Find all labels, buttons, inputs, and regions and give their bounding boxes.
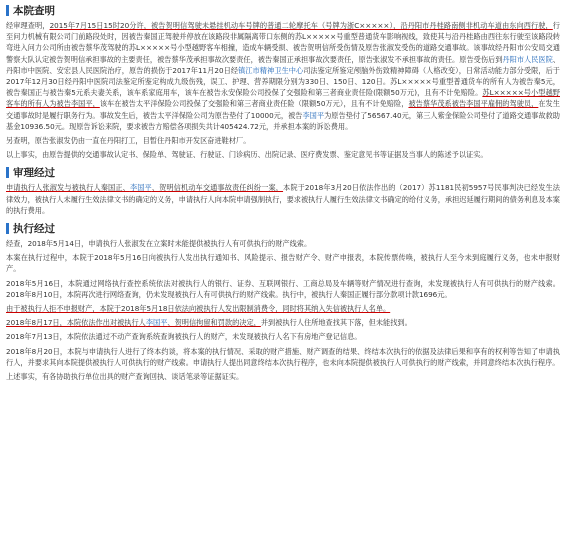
text-span: 在发生交通事故时是履行职务行为。事故发生后，被告太平洋保险公司为原告垫付了10000元，被告 (6, 99, 560, 120)
text-span: 本院于2018年3月20日依法作出的（2017）苏1181民初5957号民事判决已经发生法律效力，被执行人未履行生效法律文书的确定的义务，申请执行人向本院申请强制执行，要求被执行人履行生效法律文书确定的给付义务，承担迟延履行期间的债务利息及本案的执行费用。 (6, 183, 560, 215)
section-title-review: 审理经过 (13, 166, 55, 179)
section-marker-icon (6, 223, 9, 234)
facts-paragraph-1 (6, 20, 560, 132)
link-party-name[interactable]: 李国平 (302, 110, 325, 120)
facts-paragraph-3: 以上事实，由原告提供的交通事故认定书、保险单、驾驶证、行驶证、门诊病历、出院记录、医疗费发票、鉴定意见书等证据及当事人的陈述予以证实。 (6, 150, 488, 160)
section-header-facts (6, 2, 560, 18)
underlined-text: 2018年8月17日，本院依法作出对被执行人 (6, 318, 146, 328)
underlined-text: 被告蔡华茂系被告李国平雇佣的驾驶员， (408, 99, 539, 109)
section-marker-icon (6, 167, 9, 178)
execution-paragraph-6: 2018年7月13日，本院依法通过不动产查询系统查询被执行人的财产，未发现被执行人名下有房地产登记信息。 (6, 332, 362, 342)
underlined-text: 由于被执行人拒不申报财产，本院于2018年5月18日依法向被执行人发出限制消费令，同时将其纳入失信被执行人名单。 (6, 304, 391, 314)
section-marker-icon (6, 5, 9, 16)
text-span: 司法鉴定所鉴定颅脑外伤致精神障碍（人格改变），日常活动能力部分受限，后于2017年12月30日经丹阳中医院司法鉴定所鉴定构成九级伤残，误工、护理、营养期限分别为330日、150日、120日。苏L×××××号重型普通货车的所有人为被告秦5元，被告秦国正与被告秦5元系夫妻关系，该车系家庭用车，该车在被告永安保险公司投保了交强险和第三者商业责任险(限额50万元)，且有不计免赔险。 (6, 65, 560, 98)
execution-paragraph-8: 上述事实，有各协助执行单位出具的财产查询回执、谈话笔录等证据证实。 (6, 372, 244, 382)
text-span: 经审理查明， (6, 21, 50, 30)
text-span: 该车在被告太平洋保险公司投保了交强险和第三者商业责任险（限额50万元），且有不计免赔险， (99, 99, 409, 109)
underlined-text: 、贺明信机动车交通事故责任纠纷一案， (151, 183, 284, 193)
execution-paragraph-3: 2018年5月16日，本院通过网络执行查控系统依法对被执行人的银行、证券、互联网银行、工商总局及车辆等财产情况进行查询，未发现被执行人有可供执行的财产线索。2018年8月10日，本院再次进行网络查询，仍未发现被执行人有可供执行的财产线索。执行中，被执行人秦国正履行部分款项计款1696元。 (6, 278, 560, 299)
execution-paragraph-5 (6, 317, 560, 328)
underlined-text: 、贺明信拘留和罚款的决定， (167, 318, 261, 328)
underlined-text: 2015年7月15日15时20分许，被告贺明信驾驶未悬挂机动车号牌的普通二轮摩托车（号牌为浙C×××××），沿丹阳市丹桂路南侧非机动车道由东向西行驶， (49, 21, 553, 30)
text-span: 为原告垫付了56567.40元，第三人紫金保险公司垫付了道路交通事故救助基金10936.50元。现原告诉讼来院，要求被告方赔偿各项损失共计405424.72元，并承担本案的诉讼费用。 (6, 110, 560, 131)
link-party-name[interactable]: 李国平 (129, 183, 152, 193)
text-span: 、丹阳市中医院、安宏县人民医院治疗，原告的损伤于2017年11月20日经 (6, 54, 560, 75)
section-header-review (6, 164, 560, 180)
execution-paragraph-4 (6, 303, 560, 314)
section-header-execution (6, 220, 560, 236)
execution-paragraph-1: 经查，2018年5月14日，申请执行人张淑发在立案时未能提供被执行人有可供执行的财产线索。 (6, 239, 312, 249)
section-title-execution: 执行经过 (13, 222, 55, 235)
link-mental-center[interactable]: 镇江市精神卫生中心 (238, 65, 304, 75)
review-paragraph-1 (6, 182, 560, 216)
section-title-facts: 本院查明 (13, 4, 55, 17)
link-hospital[interactable]: 丹阳市人民医院 (502, 54, 553, 64)
text-span: 并到被执行人住所地查找其下落，但未能找到。 (260, 318, 412, 328)
execution-paragraph-7: 2018年8月20日，本院与申请执行人进行了终本约谈，将本案的执行情况、采取的财产措施、财产调查的结果、终结本次执行的依据及法律后果和享有的权利等告知了申请执行人，并要求其向本院提供被执行人可供执行的财产线索。申请执行人提出同意终结本次执行程序，也未向本院提供被执行人可供执行的财产线索，并同意终结本次执行程序。 (6, 346, 560, 367)
facts-paragraph-2: 另查明，原告张淑发仍由一直在丹阳打工，目暂住丹阳市开发区奋进鞋材厂。 (6, 136, 251, 146)
text-span: 行至问力机械有限公司门前路段处时，因被告秦国正驾驶并停放在该路段非属隔离带口东侧的苏L×××××号重型普通货车影响视线，致使其与沿丹桂路由西往东行驶至该路段转弯进入问力公司所由被告蔡华茂驾驶的苏L×××××号小型越野客车相撞，造成车辆受损、被告贺明信所受伤情及原告张淑发受伤的道路交通事故。该事故经丹阳市公安局交通警察大队认定被告贺明信承担事故的主要责任，被告蔡华茂承担事故次要责任，被告秦国正承担事故次要责任，原告张淑发不承担事故的责任。原告受伤后到 (6, 21, 560, 64)
underlined-text: 苏L×××××号小型越野客车的所有人为被告李国平， (6, 88, 560, 109)
link-party-name[interactable]: 李国平 (145, 318, 168, 328)
underlined-text: 申请执行人张淑发与被执行人秦国正、 (6, 183, 130, 193)
execution-paragraph-2: 本案在执行过程中，本院于2018年5月16日向被执行人发出执行通知书、风险提示、报告财产令、财产申报表，本院传票传唤，被执行人至今未到庭履行义务，也未申报财产。 (6, 253, 560, 274)
